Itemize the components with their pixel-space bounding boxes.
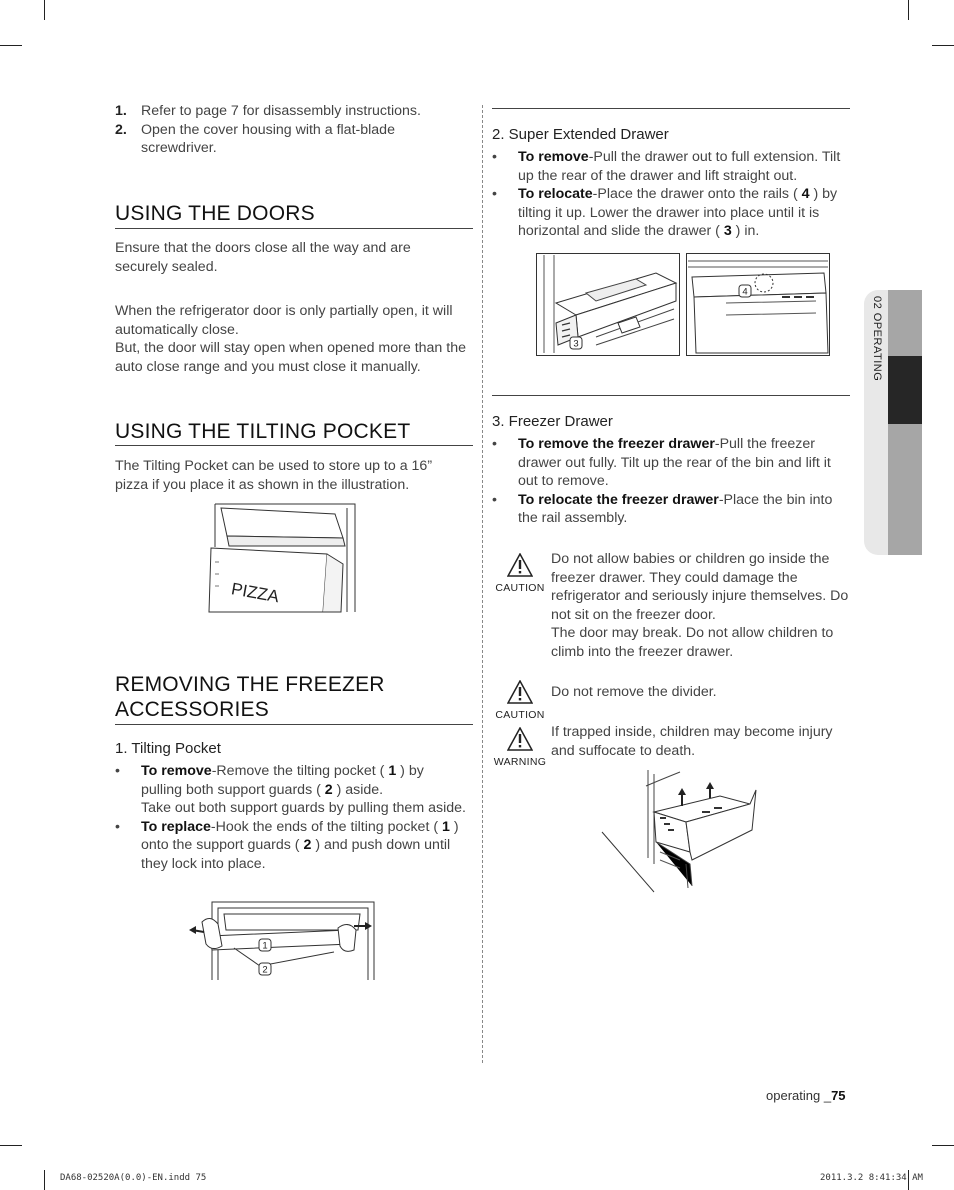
intro-steps <box>115 102 470 158</box>
crop-mark <box>932 1145 954 1146</box>
callout-2: 2 <box>262 964 268 976</box>
side-tab-segment <box>888 424 922 555</box>
section-heading-removing-line2: ACCESSORIES <box>115 698 269 721</box>
bullet-strong: To remove <box>518 149 589 165</box>
doors-paragraph-2a: When the refrigerator door is only partially open, it will automatically close. <box>115 303 453 338</box>
bullet-text: Take out both support guards by pulling them aside. <box>141 800 466 816</box>
caution-triangle-icon <box>507 553 533 577</box>
crop-mark <box>0 1145 22 1146</box>
alert-line: Do not allow babies or children go inside the freezer drawer. They could damage the refrigerator and seriously injure themselves. Do not sit on the freezer door. <box>551 551 849 623</box>
bullet-text: ) and push down until they lock into place. <box>141 837 451 872</box>
page-footer <box>766 1088 846 1103</box>
step-number: 1. <box>115 103 127 119</box>
side-tab-label: 02 OPERATING <box>871 296 883 382</box>
heading-rule <box>115 445 473 446</box>
caution-text-1 <box>551 550 851 661</box>
bullet-strong: To replace <box>141 818 211 835</box>
step-item <box>115 121 470 158</box>
alert-label: CAUTION <box>495 582 545 594</box>
bullet-dot: • <box>492 186 497 202</box>
ref-number: 1 <box>388 763 397 779</box>
ref-number: 4 <box>801 186 810 202</box>
bullet-item <box>115 762 467 818</box>
pizza-box-label: PIZZA <box>229 579 281 607</box>
caution-alert-1 <box>490 553 550 594</box>
side-tab[interactable] <box>868 296 886 396</box>
crop-mark <box>44 1170 45 1190</box>
alert-line: The door may break. Do not allow children to climb into the freezer drawer. <box>551 625 834 660</box>
bullet-text: -Remove the tilting pocket ( <box>211 763 389 779</box>
bullet-strong: To relocate the freezer drawer <box>518 491 719 508</box>
freezer-drawer-illustration <box>600 768 760 895</box>
section-heading-doors: USING THE DOORS <box>115 202 315 225</box>
callout-3: 3 <box>573 338 579 350</box>
alert-line: If trapped inside, children may become injury and suffocate to death. <box>551 724 833 759</box>
step-text: Refer to page 7 for disassembly instructions. <box>141 103 421 119</box>
bullet-text: -Place the drawer onto the rails ( <box>592 186 802 202</box>
bullet-text: -Hook the ends of the tilting pocket ( <box>210 818 442 835</box>
print-timestamp: 2011.3.2 8:41:34 AM <box>820 1173 923 1183</box>
bullet-strong: To relocate <box>518 186 593 202</box>
column-divider <box>482 105 483 1063</box>
doors-paragraph-2b: But, the door will stay open when opened more than the auto close range and you must close it manually. <box>115 340 466 375</box>
bullet-text: ) by tilting it up. Lower the drawer into place until it is horizontal and slide the drawer ( <box>518 186 838 239</box>
step-text: Open the cover housing with a flat-blade screwdriver. <box>141 121 395 156</box>
subheading-freezer-drawer: 3. Freezer Drawer <box>492 413 613 430</box>
step-item <box>115 102 470 121</box>
bullet-item <box>492 148 850 185</box>
bullet-text: -Pull the drawer out to full extension. Tilt up the rear of the drawer and lift straight out. <box>518 149 841 184</box>
step-number: 2. <box>115 121 127 138</box>
ref-number: 2 <box>324 781 333 798</box>
caution-alert-2 <box>490 680 550 721</box>
warning-triangle-icon <box>507 727 533 751</box>
page-number: 75 <box>831 1088 846 1103</box>
top-rule <box>492 108 850 109</box>
heading-rule <box>115 724 473 725</box>
caution-text-2 <box>551 683 851 702</box>
tilting-pocket-pizza-illustration <box>205 502 360 614</box>
print-file-info: DA68-02520A(0.0)-EN.indd 75 <box>60 1173 207 1183</box>
subheading-tilting-pocket: 1. Tilting Pocket <box>115 740 221 757</box>
warning-text <box>551 723 851 760</box>
bullet-dot: • <box>115 763 120 779</box>
crop-mark <box>44 0 45 20</box>
tilting-pocket-removal-illustration <box>188 900 378 982</box>
bullet-item <box>492 435 850 491</box>
bullet-dot: • <box>492 149 497 165</box>
callout-1: 1 <box>262 940 268 952</box>
side-tab-active-segment <box>888 356 922 424</box>
caution-triangle-icon <box>507 680 533 704</box>
ref-number: 1 <box>442 818 450 835</box>
bullet-text: ) aside. <box>332 781 384 798</box>
bullet-strong: To remove the freezer drawer <box>518 436 715 452</box>
callout-4: 4 <box>742 286 748 298</box>
bullet-item <box>115 818 467 874</box>
crop-mark <box>908 0 909 20</box>
bullet-text: ) onto the support guards ( <box>141 818 459 853</box>
freezer-drawer-bullets <box>492 435 850 528</box>
tilting-pocket-bullets <box>115 762 467 873</box>
alert-label: WARNING <box>493 756 547 768</box>
super-drawer-rails-illustration <box>686 253 831 356</box>
super-drawer-slide-illustration <box>536 253 681 356</box>
bullet-text: ) by pulling both support guards ( <box>141 763 424 798</box>
alert-line: Do not remove the divider. <box>551 684 717 700</box>
alert-label: CAUTION <box>495 709 545 721</box>
bullet-strong: To remove <box>141 763 212 779</box>
heading-rule <box>115 228 473 229</box>
section-rule <box>492 395 850 396</box>
doors-paragraph-1: Ensure that the doors close all the way and are securely sealed. <box>115 240 411 275</box>
crop-mark <box>932 45 954 46</box>
bullet-text: -Place the bin into the rail assembly. <box>518 491 833 526</box>
subheading-super-extended-drawer: 2. Super Extended Drawer <box>492 126 669 143</box>
bullet-dot: • <box>115 818 120 835</box>
section-heading-tilting: USING THE TILTING POCKET <box>115 420 411 443</box>
super-drawer-bullets <box>492 148 850 241</box>
bullet-item <box>492 185 850 241</box>
footer-section: operating _ <box>766 1088 832 1103</box>
section-heading-removing-line1: REMOVING THE FREEZER <box>115 673 385 696</box>
bullet-dot: • <box>492 491 497 508</box>
ref-number: 2 <box>303 837 312 853</box>
warning-alert <box>490 727 550 768</box>
bullet-text: -Pull the freezer drawer out fully. Tilt up the rear of the bin and lift it out to remove. <box>518 436 831 489</box>
bullet-item <box>492 491 850 528</box>
bullet-text: ) in. <box>731 223 760 239</box>
tilting-paragraph: The Tilting Pocket can be used to store up to a 16” pizza if you place it as shown in the illustration. <box>115 458 433 493</box>
side-tab-segment <box>888 290 922 356</box>
ref-number: 3 <box>723 223 732 239</box>
crop-mark <box>0 45 22 46</box>
bullet-dot: • <box>492 436 497 452</box>
